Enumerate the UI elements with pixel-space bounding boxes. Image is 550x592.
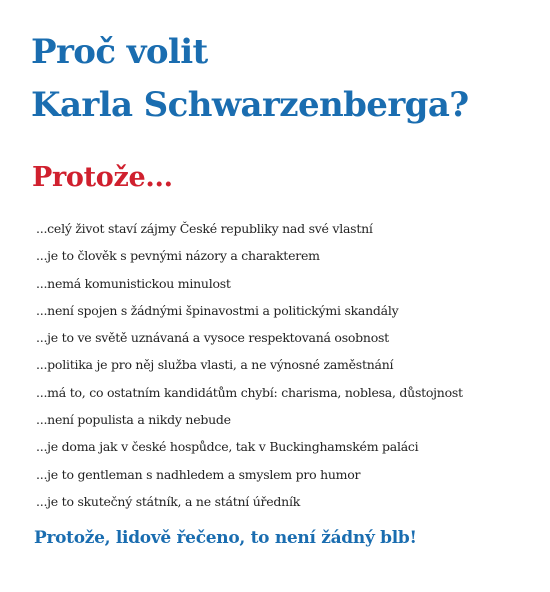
reason-item: ...není spojen s žádnými špinavostmi a politickými skandály	[36, 302, 399, 318]
reason-item: ...je doma jak v české hospůdce, tak v Buckinghamském paláci	[36, 439, 419, 455]
conclusion-text: Protože, lidově řečeno, to není žádný blb!	[34, 528, 417, 548]
page-title	[31, 26, 469, 132]
subtitle-because: Protože...	[32, 162, 173, 193]
reason-item: ...celý život staví zájmy České republiky nad své vlastní	[36, 221, 373, 236]
reason-item: ...je to ve světě uznávaná a vysoce respektovaná osobnost	[36, 330, 389, 346]
reason-item: ...má to, co ostatním kandidátům chybí: charisma, noblesa, důstojnost	[36, 384, 463, 400]
reason-item: ...je to gentleman s nadhledem a smyslem pro humor	[36, 466, 361, 482]
reason-item: ...je to skutečný státník, a ne státní úředník	[36, 493, 301, 509]
title-line-2: Karla Schwarzenberga?	[31, 85, 469, 125]
reason-item: ...není populista a nikdy nebude	[36, 412, 231, 428]
reason-item: ...politika je pro něj služba vlasti, a ne výnosné zaměstnání	[36, 357, 394, 373]
reasons-list	[36, 219, 463, 519]
reason-item: ...je to člověk s pevnými názory a charakterem	[36, 248, 320, 264]
title-line-1: Proč volit	[31, 32, 208, 72]
reason-item: ...nemá komunistickou minulost	[36, 275, 231, 291]
